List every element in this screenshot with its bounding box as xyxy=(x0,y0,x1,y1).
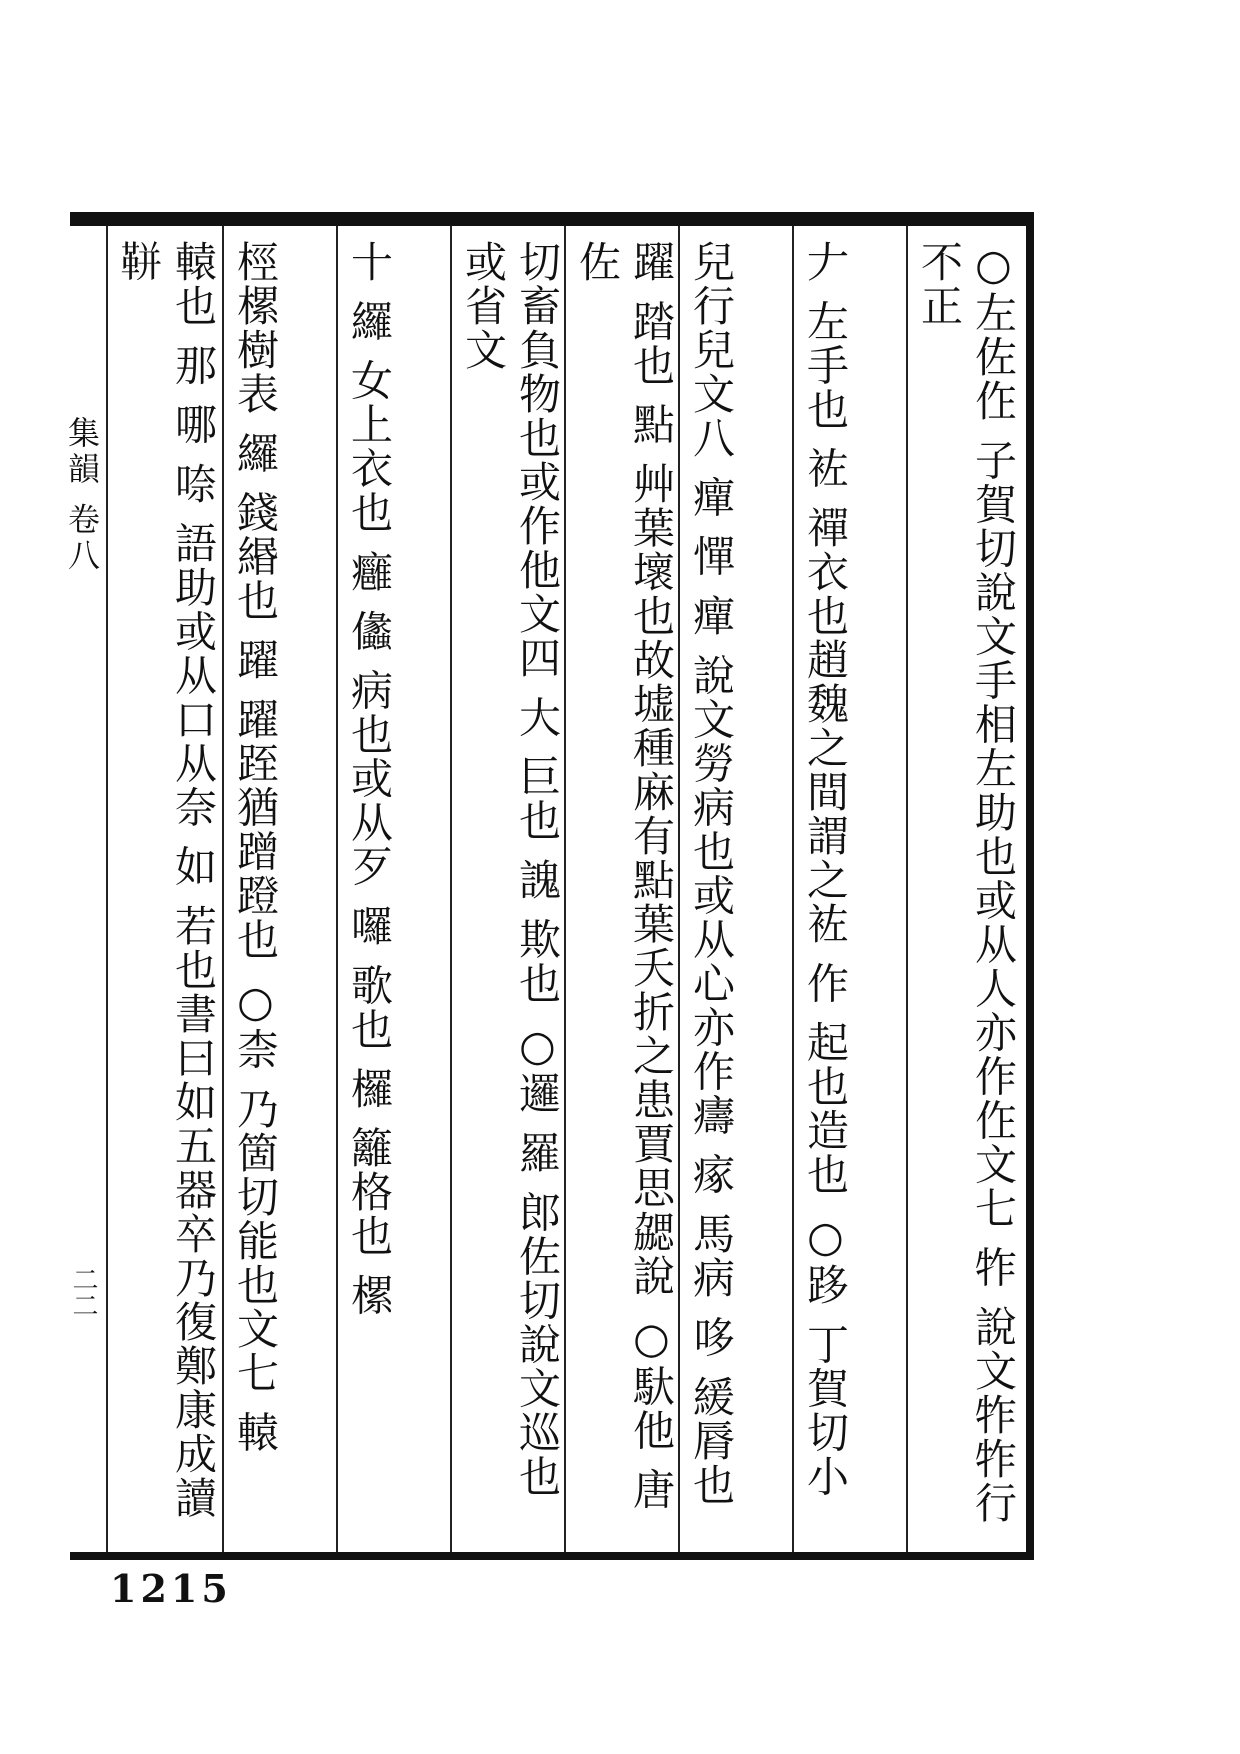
column-text: 兒行兒文八 癉 憚 癉 說文勞病也或从心亦作㿒 瘃 馬病 哆 緩脣也 xyxy=(687,240,736,1507)
column-text: 𠂇 左手也 袏 禪衣也趙魏之間謂之袏 作 起也造也 ○跢 丁賀切小 xyxy=(801,240,850,1499)
frame-right-rule xyxy=(1026,212,1034,1560)
page-number: 1215 xyxy=(110,1566,232,1611)
text-column-2 xyxy=(798,240,910,1540)
text-column-1 xyxy=(912,240,1024,1540)
text-column-7 xyxy=(228,240,340,1540)
column-text: 十 纙 女上衣也 癰 㒩 病也或从歹 囉 歌也 欏 籬格也 樏 xyxy=(345,240,394,1318)
margin-leaf-number: 二二 xyxy=(68,1266,98,1318)
column-text: 躍 踏也 點 艸葉壞也故墟種麻有點葉夭折之患賈思勰說 ○馱他 唐佐 xyxy=(573,240,676,1512)
frame-top-rule xyxy=(70,212,1032,226)
text-column-6 xyxy=(342,240,454,1540)
text-column-4 xyxy=(570,240,682,1540)
page-margin-strip xyxy=(62,226,102,1552)
column-text: 桱樏樹表 纙 錢緡也 躍 躍跮猶蹭蹬也 ○柰 乃箇切能也文七 轅 xyxy=(231,240,280,1455)
column-text: 切畜負物也或作他文四 大 巨也 謉 欺也 ○邏 羅 郎佐切說文巡也或省文 xyxy=(459,240,562,1499)
text-column-3 xyxy=(684,240,796,1540)
column-text: ○左佐㑅 子賀切說文手相左助也或从人亦作㑅文七 㸲 說文㸲㸲行不正 xyxy=(915,240,1018,1526)
column-text: 轅也 那 哪 㖠 語助或从口从奈 如 若也書曰如五器卒乃復鄭康成讀 𩊖 xyxy=(115,240,218,1521)
frame-bottom-rule xyxy=(70,1552,1032,1560)
text-column-8 xyxy=(112,240,224,1540)
frame-left-rule xyxy=(106,226,108,1552)
margin-title: 集韻 卷八 xyxy=(63,416,101,575)
text-column-5 xyxy=(456,240,568,1540)
